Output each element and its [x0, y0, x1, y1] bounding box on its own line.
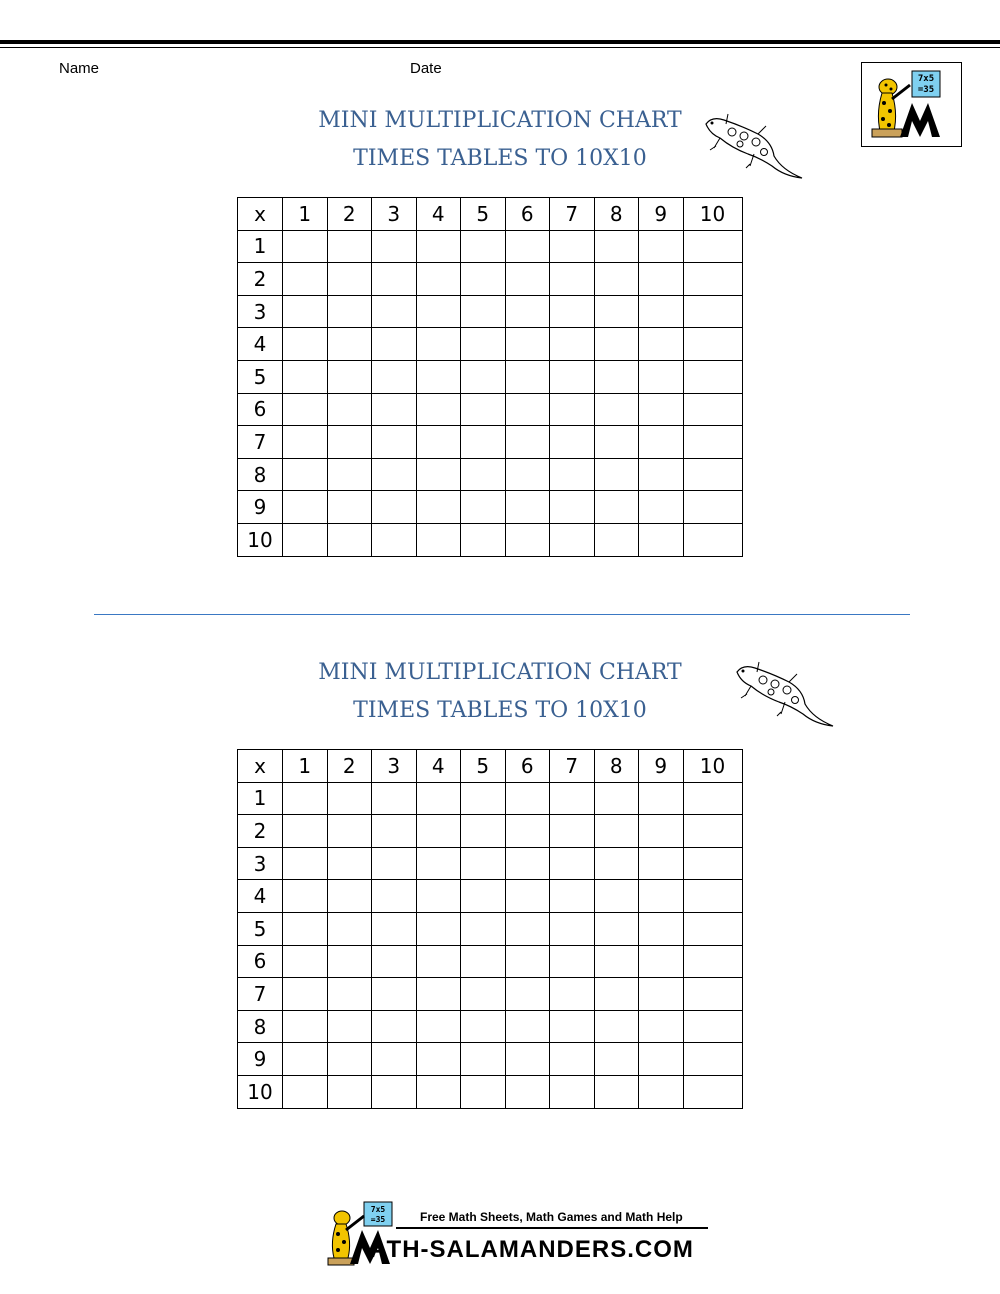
date-label: Date	[410, 60, 442, 77]
salamander-icon	[733, 660, 837, 732]
answer-cell[interactable]	[283, 912, 328, 945]
column-header: 9	[639, 198, 684, 231]
column-header: 7	[550, 750, 595, 783]
table-row	[238, 360, 743, 393]
answer-cell[interactable]	[594, 491, 639, 524]
answer-cell[interactable]	[461, 458, 506, 491]
answer-cell[interactable]	[505, 978, 550, 1011]
column-header: 5	[461, 198, 506, 231]
answer-cell[interactable]	[327, 815, 372, 848]
answer-cell[interactable]	[372, 815, 417, 848]
table-row	[238, 263, 743, 296]
answer-cell[interactable]	[461, 393, 506, 426]
footer-site-name: ATH-SALAMANDERS.COM	[370, 1236, 694, 1263]
table-row	[238, 815, 743, 848]
row-header: 2	[238, 815, 283, 848]
chart-2-title-line2: TIMES TABLES TO 10X10	[353, 698, 647, 723]
answer-cell[interactable]	[372, 1010, 417, 1043]
answer-cell[interactable]	[639, 491, 684, 524]
answer-cell[interactable]	[327, 1075, 372, 1108]
answer-cell[interactable]	[283, 360, 328, 393]
answer-cell[interactable]	[683, 393, 742, 426]
table-row	[238, 295, 743, 328]
salamander-icon	[702, 112, 806, 184]
answer-cell[interactable]	[283, 393, 328, 426]
answer-cell[interactable]	[594, 945, 639, 978]
answer-cell[interactable]	[327, 978, 372, 1011]
answer-cell[interactable]	[505, 523, 550, 556]
chart-1-title-line2: TIMES TABLES TO 10X10	[353, 146, 647, 171]
table-row	[238, 1075, 743, 1108]
row-header: 10	[238, 1075, 283, 1108]
answer-cell[interactable]	[461, 978, 506, 1011]
answer-cell[interactable]	[550, 978, 595, 1011]
answer-cell[interactable]	[550, 328, 595, 361]
answer-cell[interactable]	[639, 1010, 684, 1043]
answer-cell[interactable]	[416, 1075, 461, 1108]
answer-cell[interactable]	[327, 1043, 372, 1076]
answer-cell[interactable]	[594, 426, 639, 459]
answer-cell[interactable]	[327, 945, 372, 978]
answer-cell[interactable]	[416, 782, 461, 815]
row-header: 9	[238, 1043, 283, 1076]
answer-cell[interactable]	[594, 1075, 639, 1108]
answer-cell[interactable]	[639, 978, 684, 1011]
answer-cell[interactable]	[683, 458, 742, 491]
row-header: 5	[238, 912, 283, 945]
answer-cell[interactable]	[283, 458, 328, 491]
answer-cell[interactable]	[416, 393, 461, 426]
answer-cell[interactable]	[683, 782, 742, 815]
answer-cell[interactable]	[461, 847, 506, 880]
answer-cell[interactable]	[639, 1075, 684, 1108]
answer-cell[interactable]	[639, 847, 684, 880]
answer-cell[interactable]	[283, 523, 328, 556]
top-rule-thin	[0, 47, 1000, 48]
table-row	[238, 328, 743, 361]
logo-board-line1: 7x5	[917, 74, 935, 84]
answer-cell[interactable]	[594, 458, 639, 491]
row-header: 8	[238, 458, 283, 491]
answer-cell[interactable]	[550, 945, 595, 978]
column-header: 10	[683, 750, 742, 783]
footer-board-line1: 7x5	[370, 1205, 386, 1214]
row-header: 7	[238, 978, 283, 1011]
answer-cell[interactable]	[416, 491, 461, 524]
answer-cell[interactable]	[683, 263, 742, 296]
answer-cell[interactable]	[505, 912, 550, 945]
answer-cell[interactable]	[639, 328, 684, 361]
row-header: 5	[238, 360, 283, 393]
answer-cell[interactable]	[372, 328, 417, 361]
corner-cell: x	[238, 750, 283, 783]
answer-cell[interactable]	[327, 360, 372, 393]
column-header: 3	[372, 198, 417, 231]
answer-cell[interactable]	[327, 523, 372, 556]
answer-cell[interactable]	[683, 491, 742, 524]
answer-cell[interactable]	[283, 491, 328, 524]
table-row	[238, 945, 743, 978]
answer-cell[interactable]	[372, 230, 417, 263]
column-header: 4	[416, 750, 461, 783]
answer-cell[interactable]	[372, 880, 417, 913]
answer-cell[interactable]	[594, 978, 639, 1011]
answer-cell[interactable]	[327, 393, 372, 426]
answer-cell[interactable]	[683, 1075, 742, 1108]
row-header: 8	[238, 1010, 283, 1043]
row-header: 1	[238, 782, 283, 815]
answer-cell[interactable]	[594, 880, 639, 913]
answer-cell[interactable]	[550, 263, 595, 296]
column-header: 1	[283, 750, 328, 783]
answer-cell[interactable]	[283, 1043, 328, 1076]
header-row	[238, 750, 743, 783]
salamander-teacher-icon	[862, 63, 961, 146]
answer-cell[interactable]	[372, 782, 417, 815]
table-row	[238, 230, 743, 263]
footer-board-line2: =35	[370, 1215, 386, 1224]
answer-cell[interactable]	[594, 393, 639, 426]
answer-cell[interactable]	[327, 328, 372, 361]
answer-cell[interactable]	[461, 328, 506, 361]
answer-cell[interactable]	[327, 295, 372, 328]
answer-cell[interactable]	[283, 230, 328, 263]
answer-cell[interactable]	[372, 978, 417, 1011]
answer-cell[interactable]	[683, 295, 742, 328]
answer-cell[interactable]	[550, 458, 595, 491]
answer-cell[interactable]	[505, 230, 550, 263]
answer-cell[interactable]	[550, 1075, 595, 1108]
name-label: Name	[59, 60, 100, 77]
answer-cell[interactable]	[416, 815, 461, 848]
column-header: 7	[550, 198, 595, 231]
answer-cell[interactable]	[327, 782, 372, 815]
answer-cell[interactable]	[461, 1075, 506, 1108]
answer-cell[interactable]	[461, 782, 506, 815]
answer-cell[interactable]	[416, 847, 461, 880]
answer-cell[interactable]	[639, 815, 684, 848]
answer-cell[interactable]	[639, 880, 684, 913]
answer-cell[interactable]	[461, 1043, 506, 1076]
math-salamanders-logo	[861, 62, 962, 147]
answer-cell[interactable]	[461, 263, 506, 296]
answer-cell[interactable]	[372, 360, 417, 393]
answer-cell[interactable]	[416, 1010, 461, 1043]
row-header: 9	[238, 491, 283, 524]
answer-cell[interactable]	[416, 1043, 461, 1076]
answer-cell[interactable]	[461, 491, 506, 524]
answer-cell[interactable]	[594, 230, 639, 263]
answer-cell[interactable]	[416, 230, 461, 263]
row-header: 2	[238, 263, 283, 296]
answer-cell[interactable]	[461, 880, 506, 913]
answer-cell[interactable]	[327, 426, 372, 459]
answer-cell[interactable]	[639, 1043, 684, 1076]
answer-cell[interactable]	[283, 847, 328, 880]
answer-cell[interactable]	[505, 458, 550, 491]
column-header: 9	[639, 750, 684, 783]
answer-cell[interactable]	[594, 1043, 639, 1076]
section-divider	[94, 614, 910, 615]
table-row	[238, 978, 743, 1011]
answer-cell[interactable]	[683, 847, 742, 880]
answer-cell[interactable]	[283, 880, 328, 913]
top-rule	[0, 40, 1000, 44]
row-header: 3	[238, 847, 283, 880]
answer-cell[interactable]	[639, 523, 684, 556]
answer-cell[interactable]	[461, 523, 506, 556]
answer-cell[interactable]	[639, 393, 684, 426]
answer-cell[interactable]	[683, 523, 742, 556]
answer-cell[interactable]	[683, 978, 742, 1011]
answer-cell[interactable]	[683, 360, 742, 393]
answer-cell[interactable]	[639, 912, 684, 945]
column-header: 8	[594, 750, 639, 783]
answer-cell[interactable]	[505, 328, 550, 361]
table-row	[238, 782, 743, 815]
table-row	[238, 880, 743, 913]
answer-cell[interactable]	[639, 360, 684, 393]
table-row	[238, 491, 743, 524]
answer-cell[interactable]	[505, 1043, 550, 1076]
answer-cell[interactable]	[327, 458, 372, 491]
answer-cell[interactable]	[327, 230, 372, 263]
answer-cell[interactable]	[416, 426, 461, 459]
row-header: 6	[238, 945, 283, 978]
answer-cell[interactable]	[416, 295, 461, 328]
answer-cell[interactable]	[505, 360, 550, 393]
answer-cell[interactable]	[639, 230, 684, 263]
multiplication-table-1	[237, 197, 743, 557]
answer-cell[interactable]	[550, 491, 595, 524]
answer-cell[interactable]	[461, 426, 506, 459]
answer-cell[interactable]	[639, 426, 684, 459]
answer-cell[interactable]	[594, 328, 639, 361]
header-row	[238, 198, 743, 231]
column-header: 8	[594, 198, 639, 231]
answer-cell[interactable]	[683, 912, 742, 945]
chart-2-title-line1: MINI MULTIPLICATION CHART	[318, 660, 682, 685]
answer-cell[interactable]	[594, 360, 639, 393]
row-header: 6	[238, 393, 283, 426]
answer-cell[interactable]	[639, 458, 684, 491]
footer-tagline: Free Math Sheets, Math Games and Math Help	[420, 1210, 683, 1224]
answer-cell[interactable]	[283, 295, 328, 328]
answer-cell[interactable]	[505, 295, 550, 328]
answer-cell[interactable]	[594, 295, 639, 328]
table-row	[238, 1010, 743, 1043]
answer-cell[interactable]	[416, 945, 461, 978]
answer-cell[interactable]	[550, 880, 595, 913]
answer-cell[interactable]	[416, 360, 461, 393]
answer-cell[interactable]	[505, 782, 550, 815]
answer-cell[interactable]	[372, 945, 417, 978]
answer-cell[interactable]	[372, 393, 417, 426]
multiplication-table-2	[237, 749, 743, 1109]
answer-cell[interactable]	[372, 1043, 417, 1076]
answer-cell[interactable]	[372, 847, 417, 880]
answer-cell[interactable]	[594, 523, 639, 556]
answer-cell[interactable]	[461, 230, 506, 263]
answer-cell[interactable]	[461, 912, 506, 945]
answer-cell[interactable]	[594, 847, 639, 880]
answer-cell[interactable]	[372, 912, 417, 945]
answer-cell[interactable]	[639, 263, 684, 296]
column-header: 2	[327, 198, 372, 231]
answer-cell[interactable]	[594, 912, 639, 945]
table-row	[238, 847, 743, 880]
answer-cell[interactable]	[550, 426, 595, 459]
answer-cell[interactable]	[416, 523, 461, 556]
answer-cell[interactable]	[372, 523, 417, 556]
table-row	[238, 426, 743, 459]
column-header: 6	[505, 198, 550, 231]
answer-cell[interactable]	[683, 815, 742, 848]
row-header: 3	[238, 295, 283, 328]
answer-cell[interactable]	[461, 815, 506, 848]
answer-cell[interactable]	[639, 945, 684, 978]
answer-cell[interactable]	[283, 815, 328, 848]
answer-cell[interactable]	[461, 945, 506, 978]
answer-cell[interactable]	[416, 328, 461, 361]
answer-cell[interactable]	[283, 1075, 328, 1108]
table-row	[238, 1043, 743, 1076]
answer-cell[interactable]	[461, 295, 506, 328]
answer-cell[interactable]	[416, 978, 461, 1011]
answer-cell[interactable]	[683, 426, 742, 459]
table-row	[238, 393, 743, 426]
answer-cell[interactable]	[327, 847, 372, 880]
logo-board-line2: =35	[917, 85, 935, 95]
answer-cell[interactable]	[372, 458, 417, 491]
answer-cell[interactable]	[550, 815, 595, 848]
answer-cell[interactable]	[283, 426, 328, 459]
answer-cell[interactable]	[550, 782, 595, 815]
answer-cell[interactable]	[550, 847, 595, 880]
row-header: 4	[238, 328, 283, 361]
answer-cell[interactable]	[505, 491, 550, 524]
table-row	[238, 523, 743, 556]
answer-cell[interactable]	[550, 1010, 595, 1043]
answer-cell[interactable]	[416, 458, 461, 491]
answer-cell[interactable]	[283, 945, 328, 978]
answer-cell[interactable]	[683, 328, 742, 361]
answer-cell[interactable]	[505, 426, 550, 459]
answer-cell[interactable]	[594, 1010, 639, 1043]
answer-cell[interactable]	[283, 1010, 328, 1043]
answer-cell[interactable]	[327, 491, 372, 524]
answer-cell[interactable]	[594, 263, 639, 296]
answer-cell[interactable]	[683, 1043, 742, 1076]
column-header: 2	[327, 750, 372, 783]
answer-cell[interactable]	[639, 782, 684, 815]
answer-cell[interactable]	[372, 263, 417, 296]
answer-cell[interactable]	[372, 1075, 417, 1108]
answer-cell[interactable]	[327, 263, 372, 296]
answer-cell[interactable]	[327, 912, 372, 945]
answer-cell[interactable]	[683, 1010, 742, 1043]
table-row	[238, 912, 743, 945]
answer-cell[interactable]	[416, 912, 461, 945]
answer-cell[interactable]	[327, 880, 372, 913]
answer-cell[interactable]	[372, 491, 417, 524]
answer-cell[interactable]	[550, 912, 595, 945]
row-header: 7	[238, 426, 283, 459]
table-row	[238, 458, 743, 491]
chart-1-title-line1: MINI MULTIPLICATION CHART	[318, 108, 682, 133]
column-header: 3	[372, 750, 417, 783]
column-header: 1	[283, 198, 328, 231]
answer-cell[interactable]	[505, 945, 550, 978]
answer-cell[interactable]	[416, 880, 461, 913]
answer-cell[interactable]	[594, 815, 639, 848]
corner-cell: x	[238, 198, 283, 231]
answer-cell[interactable]	[550, 360, 595, 393]
answer-cell[interactable]	[283, 978, 328, 1011]
answer-cell[interactable]	[416, 263, 461, 296]
row-header: 1	[238, 230, 283, 263]
column-header: 10	[683, 198, 742, 231]
answer-cell[interactable]	[683, 230, 742, 263]
column-header: 6	[505, 750, 550, 783]
answer-cell[interactable]	[550, 1043, 595, 1076]
answer-cell[interactable]	[505, 393, 550, 426]
answer-cell[interactable]	[683, 880, 742, 913]
answer-cell[interactable]	[283, 328, 328, 361]
column-header: 4	[416, 198, 461, 231]
answer-cell[interactable]	[683, 945, 742, 978]
answer-cell[interactable]	[283, 782, 328, 815]
answer-cell[interactable]	[327, 1010, 372, 1043]
answer-cell[interactable]	[550, 523, 595, 556]
answer-cell[interactable]	[505, 1075, 550, 1108]
answer-cell[interactable]	[639, 295, 684, 328]
answer-cell[interactable]	[461, 360, 506, 393]
answer-cell[interactable]	[505, 880, 550, 913]
answer-cell[interactable]	[550, 393, 595, 426]
row-header: 4	[238, 880, 283, 913]
answer-cell[interactable]	[505, 847, 550, 880]
answer-cell[interactable]	[505, 1010, 550, 1043]
answer-cell[interactable]	[372, 295, 417, 328]
answer-cell[interactable]	[372, 426, 417, 459]
row-header: 10	[238, 523, 283, 556]
answer-cell[interactable]	[461, 1010, 506, 1043]
answer-cell[interactable]	[505, 263, 550, 296]
answer-cell[interactable]	[283, 263, 328, 296]
answer-cell[interactable]	[550, 230, 595, 263]
answer-cell[interactable]	[505, 815, 550, 848]
column-header: 5	[461, 750, 506, 783]
answer-cell[interactable]	[594, 782, 639, 815]
answer-cell[interactable]	[550, 295, 595, 328]
